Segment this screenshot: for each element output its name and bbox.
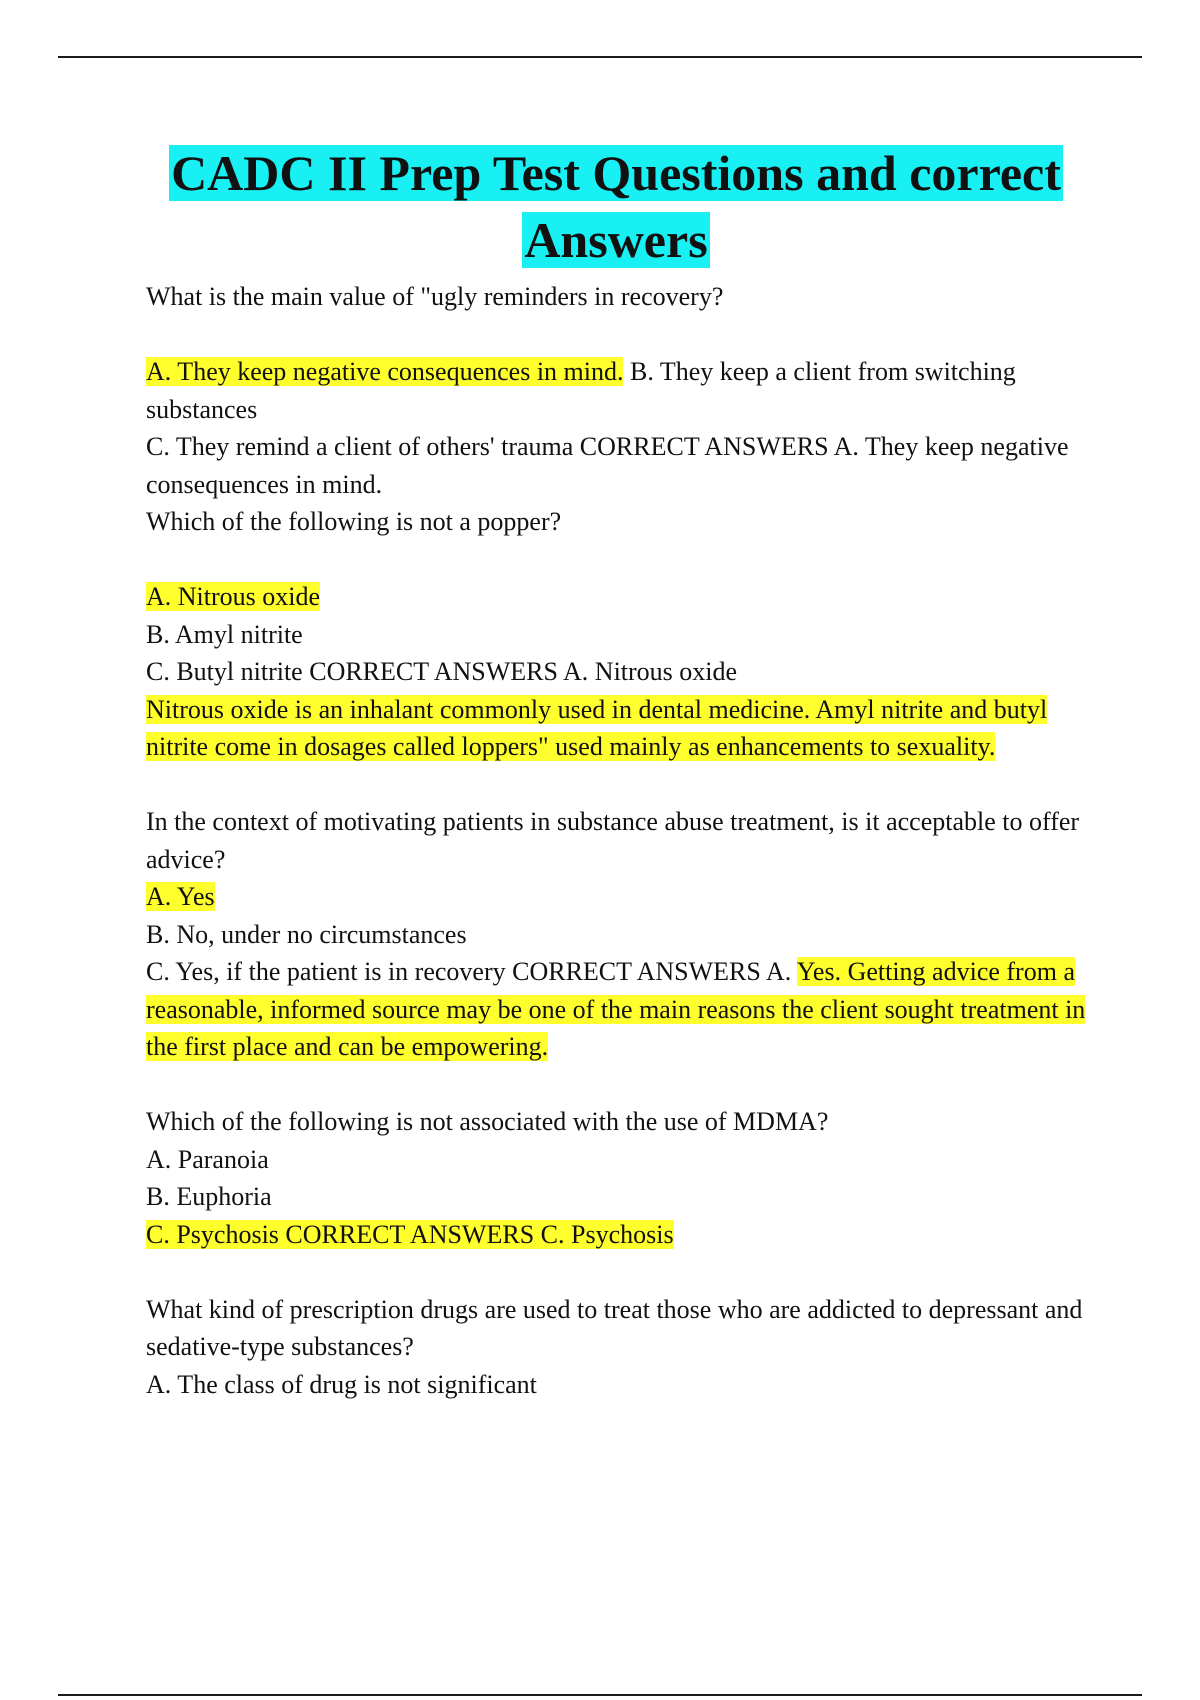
q2-question: Which of the following is not a popper? — [146, 507, 562, 536]
bottom-rule — [58, 1694, 1142, 1696]
q4-question: Which of the following is not associated with the use of MDMA? — [146, 1107, 829, 1136]
q2-option-a-highlighted: A. Nitrous oxide — [146, 582, 321, 611]
q3-answer-highlighted: Yes. Getting advice from a reasonable, informed source may be one of the main reasons the client sought treatment in the first place and can be empowering. — [146, 957, 1086, 1061]
q5-option-a: A. The class of drug is not significant — [146, 1369, 537, 1399]
q3-option-c-prefix: C. Yes, if the patient is in recovery CORRECT ANSWERS A. — [146, 957, 797, 986]
q2-option-b: B. Amyl nitrite — [146, 619, 303, 649]
q5-question: What kind of prescription drugs are used to treat those who are addicted to depressant and sedative-type substances? — [146, 1294, 1083, 1361]
q2-explanation-highlighted: Nitrous oxide is an inhalant commonly used in dental medicine. Amyl nitrite and butyl nitrite come in dosages called loppers" used mainly as enhancements to sexuality. — [146, 694, 1048, 761]
q3-option-a-highlighted: A. Yes — [146, 882, 215, 911]
title-line-2: Answers — [524, 212, 708, 268]
q1-question: What is the main value of "ugly reminders in recovery? — [146, 282, 724, 311]
q1-option-a-highlighted: A. They keep negative consequences in mind. — [146, 357, 624, 386]
top-rule — [58, 56, 1142, 58]
q3-question: In the context of motivating patients in substance abuse treatment, is it acceptable to offer advice? — [146, 807, 1080, 874]
document-title — [146, 140, 1086, 274]
q1-option-c-answer: C. They remind a client of others' trauma CORRECT ANSWERS A. They keep negative consequences in mind. — [146, 432, 1069, 499]
q3-option-a — [146, 878, 1086, 916]
q1-options-ab — [146, 353, 1086, 428]
q2-option-a — [146, 578, 1086, 616]
q4-option-c-answer — [146, 1216, 1086, 1254]
q4-option-b: B. Euphoria — [146, 1182, 272, 1211]
q4-option-a: A. Paranoia — [146, 1144, 269, 1174]
q1-option-b: B. They keep a client from switching substances — [146, 357, 1016, 424]
q2-explanation — [146, 691, 1086, 766]
q3-option-b: B. No, under no circumstances — [146, 919, 467, 949]
title-line-1: CADC II Prep Test Questions and correct — [171, 145, 1061, 201]
q2-option-c-answer: C. Butyl nitrite CORRECT ANSWERS A. Nitrous oxide — [146, 657, 738, 686]
document-body — [146, 140, 1086, 1403]
q3-option-c-answer — [146, 953, 1086, 1066]
q4-option-c-highlighted: C. Psychosis CORRECT ANSWERS C. Psychosis — [146, 1219, 674, 1249]
